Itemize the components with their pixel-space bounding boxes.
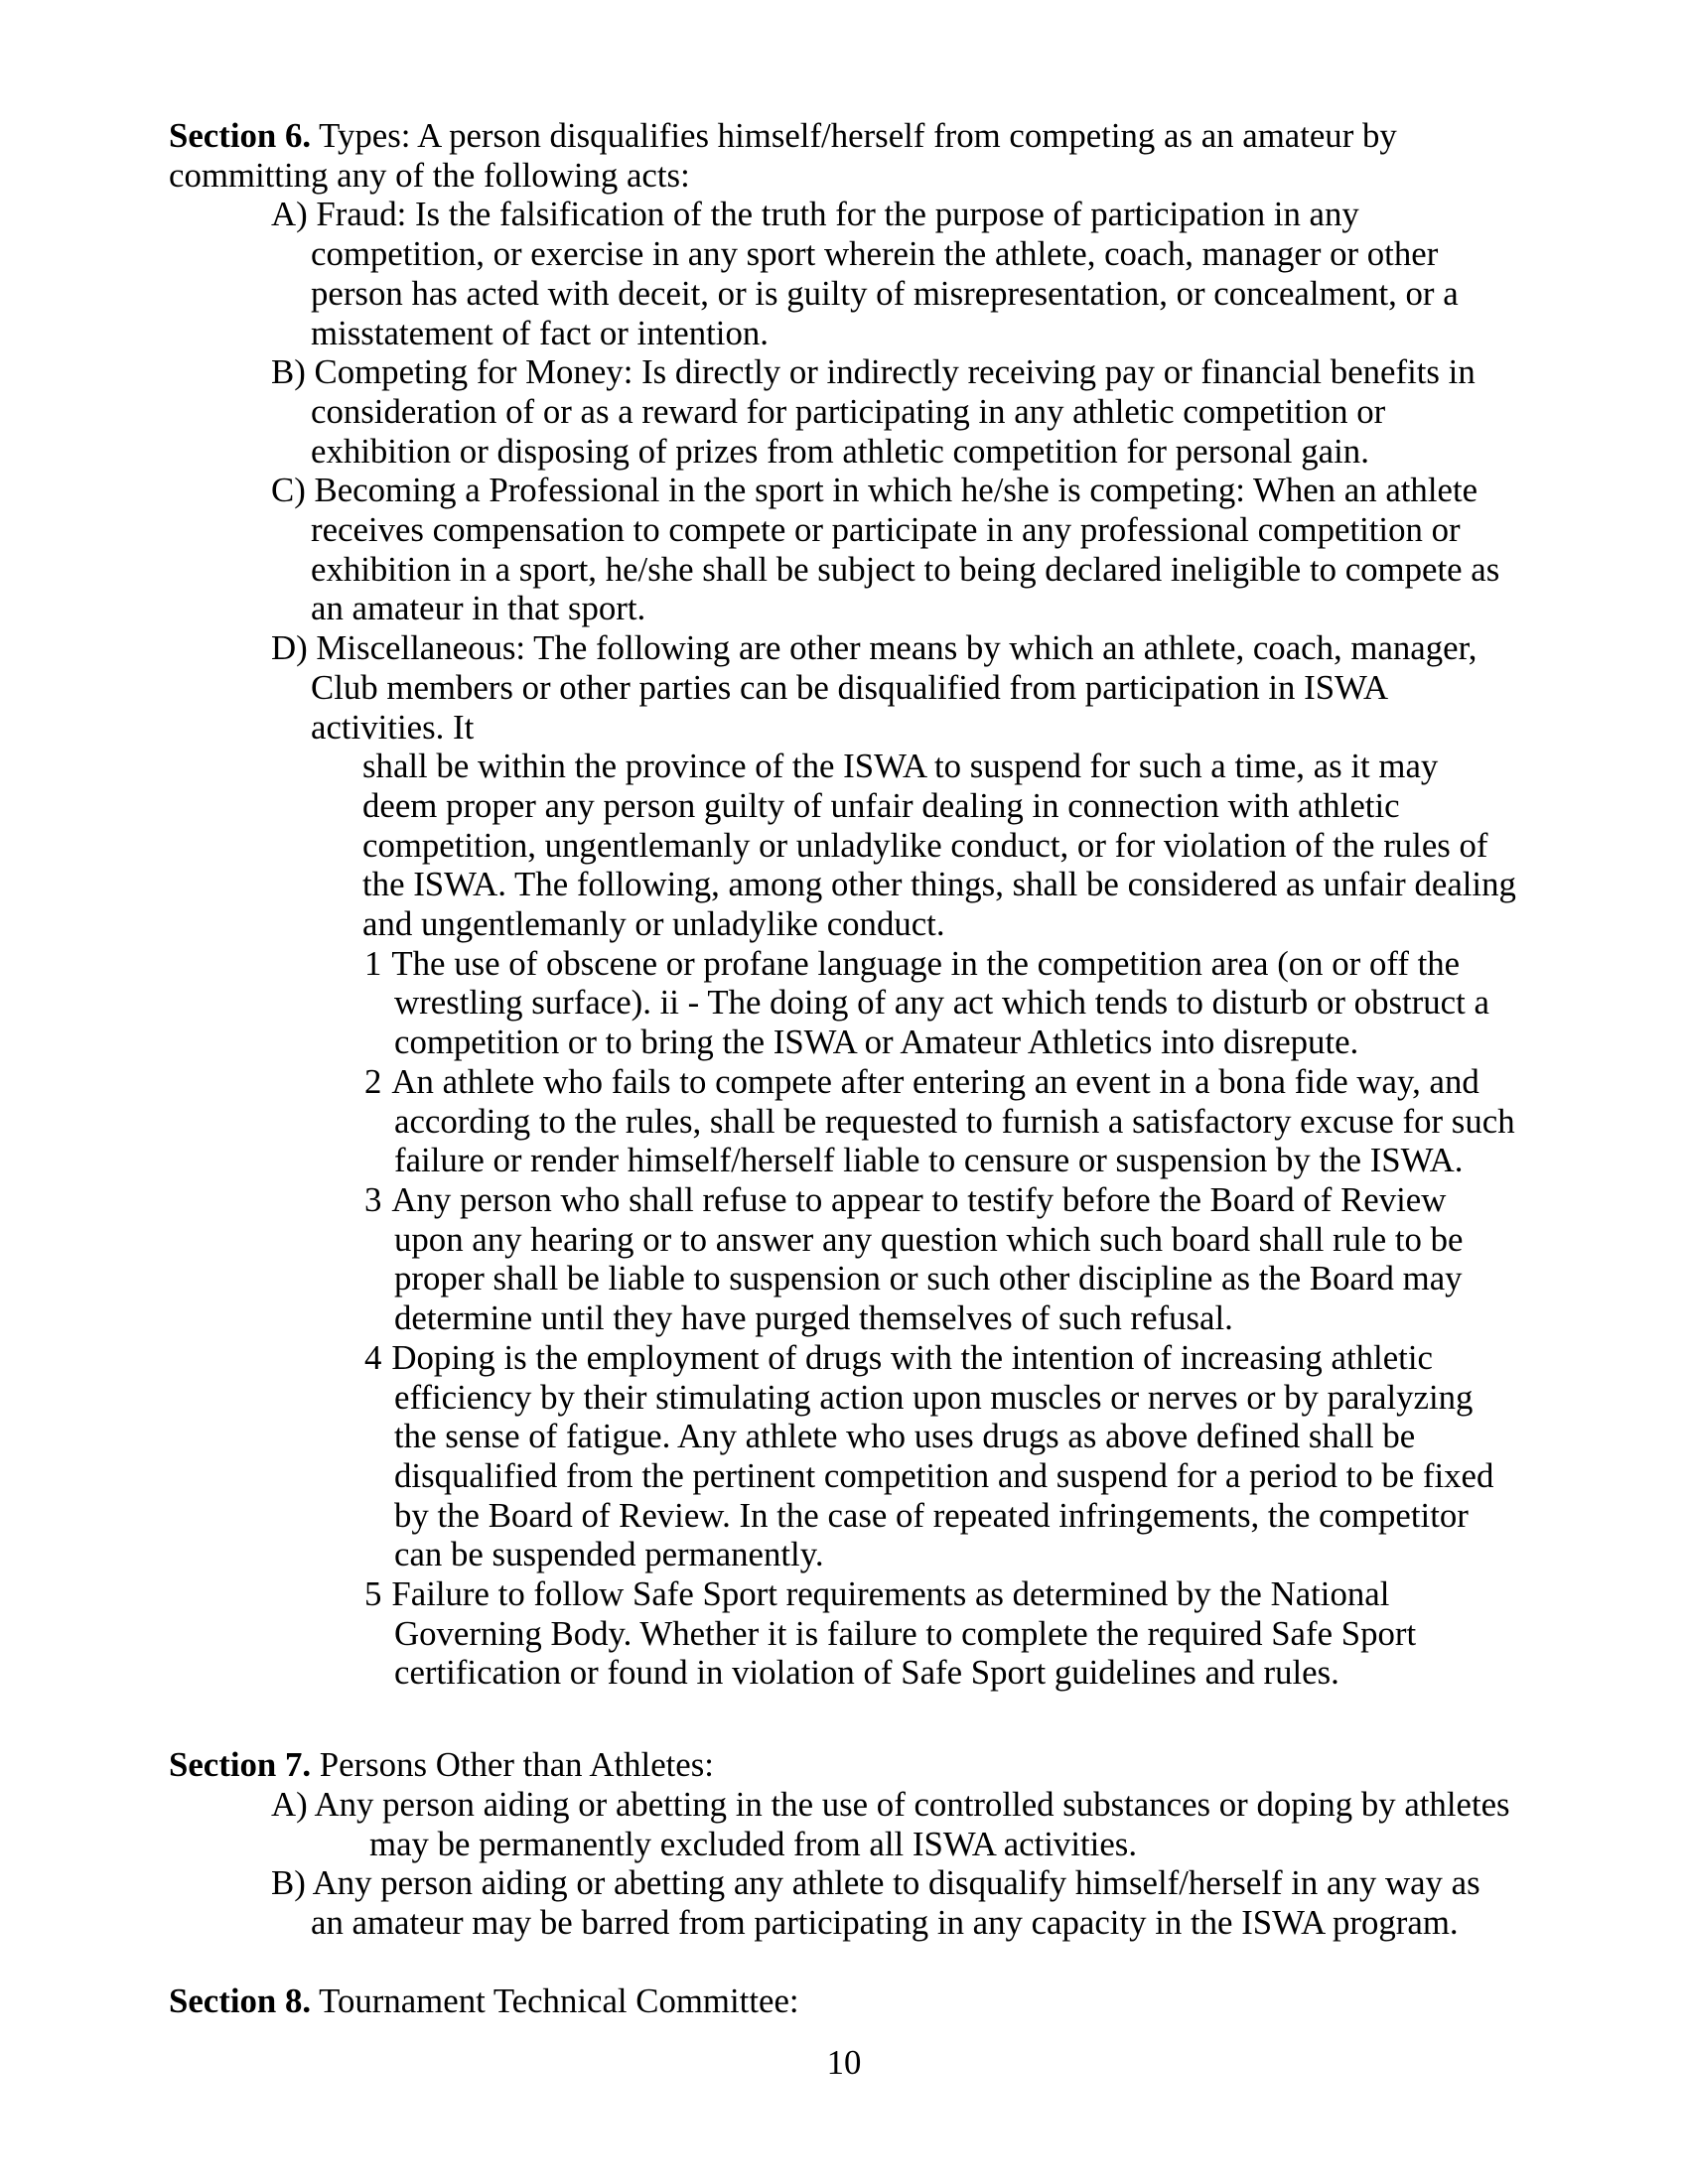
numbered-item-2-text: An athlete who fails to compete after entering an event in a bona fide way, and according to the rules, shall be requested to furnish a satisfactory excuse for such failure or render himself/herself liable to censure or suspension by the ISWA. [391, 1061, 1515, 1180]
section-7-item-a-text: Any person aiding or abetting in the use of controlled substances or doping by athletes [314, 1784, 1510, 1824]
numbered-item-3-label: 3 [364, 1179, 382, 1219]
section-6-numbered-item-5 [169, 1574, 1519, 1693]
section-6-item-d-continuation: shall be within the province of the ISWA to suspend for such a time, as it may deem proper any person guilty of unfair dealing in connection with athletic competition, ungentlemanly or unladylike conduct, or for violation of the rules of the ISWA. The following, among other things, shall be considered as unfair dealing and ungentlemanly or unladylike conduct. [362, 747, 1516, 944]
section-6-intro: Types: A person disqualifies himself/herself from competing as an amateur by committing any of the following acts: [169, 116, 1397, 195]
item-d-text: Miscellaneous: The following are other means by which an athlete, coach, manager, Club members or other parties can be disqualified from participation in ISWA activities. It [311, 628, 1477, 747]
section-7-item-b [169, 1863, 1519, 1942]
section-6-numbered-item-4 [169, 1338, 1519, 1574]
numbered-item-1-text: The use of obscene or profane language in the competition area (on or off the wrestling surface). ii - The doing of any act which tends to disturb or obstruct a competition or to bring the ISWA or Amateur Athletics into disrepute. [391, 943, 1489, 1062]
numbered-item-5-label: 5 [364, 1574, 382, 1614]
section-8-paragraph [169, 1981, 1519, 2021]
section-8-intro: Tournament Technical Committee: [319, 1980, 799, 2020]
section-7-intro: Persons Other than Athletes: [319, 1745, 714, 1785]
numbered-item-1-label: 1 [364, 943, 382, 983]
section-7-item-a-label: A) [271, 1784, 308, 1824]
section-7-item-b-label: B) [271, 1863, 306, 1903]
section-6-numbered-item-1 [169, 944, 1519, 1062]
section-6-numbered-item-2 [169, 1062, 1519, 1180]
section-7-item-a-continuation: may be permanently excluded from all ISWA activities. [369, 1824, 1138, 1863]
numbered-item-3-text: Any person who shall refuse to appear to testify before the Board of Review upon any hearing or to answer any question which such board shall rule to be proper shall be liable to suspension or such other discipline as the Board may determine until they have purged themselves of such refusal. [391, 1179, 1464, 1338]
section-7-paragraph [169, 1745, 1519, 1785]
section-6-item-d [169, 628, 1519, 747]
item-a-text: Fraud: Is the falsification of the truth for the purpose of participation in any competition, or exercise in any sport wherein the athlete, coach, manager or other person has acted with deceit, or is guilty of misrepresentation, or concealment, or a misstatement of fact or intention. [311, 195, 1459, 352]
item-d-label: D) [271, 628, 308, 668]
section-6-item-c [169, 471, 1519, 628]
section-6-item-b [169, 352, 1519, 471]
section-7-item-a [169, 1785, 1519, 1825]
document-body [169, 116, 1519, 2020]
numbered-item-2-label: 2 [364, 1061, 382, 1101]
section-8-heading: Section 8. [169, 1980, 312, 2020]
numbered-item-5-text: Failure to follow Safe Sport requirements as determined by the National Governing Body. Whether it is failure to complete the required Safe Sport certification or found in violation of Safe Sport guidelines and rules. [391, 1574, 1417, 1693]
section-7-item-b-text: Any person aiding or abetting any athlete to disqualify himself/herself in any way as an amateur may be barred from participating in any capacity in the ISWA program. [311, 1863, 1480, 1942]
item-c-label: C) [271, 471, 306, 510]
section-6-paragraph [169, 116, 1519, 195]
item-a-label: A) [271, 195, 308, 234]
item-c-text: Becoming a Professional in the sport in which he/she is competing: When an athlete receives compensation to compete or participate in any professional competition or exhibition in a sport, he/she shall be subject to being declared ineligible to compete as an amateur in that sport. [311, 471, 1500, 628]
numbered-item-4-text: Doping is the employment of drugs with the intention of increasing athletic efficiency by their stimulating action upon muscles or nerves or by paralyzing the sense of fatigue. Any athlete who uses drugs as above defined shall be disqualified from the pertinent competition and suspend for a period to be fixed by the Board of Review. In the case of repeated infringements, the competitor can be suspended permanently. [391, 1337, 1494, 1574]
section-7-heading: Section 7. [169, 1745, 312, 1785]
section-6-item-a [169, 195, 1519, 352]
section-6-numbered-item-3 [169, 1180, 1519, 1338]
page-number: 10 [826, 2043, 862, 2082]
numbered-item-4-label: 4 [364, 1337, 382, 1377]
section-6-heading: Section 6. [169, 116, 312, 155]
item-b-label: B) [271, 352, 306, 392]
item-b-text: Competing for Money: Is directly or indirectly receiving pay or financial benefits in consideration of or as a reward for participating in any athletic competition or exhibition or disposing of prizes from athletic competition for personal gain. [311, 352, 1476, 471]
